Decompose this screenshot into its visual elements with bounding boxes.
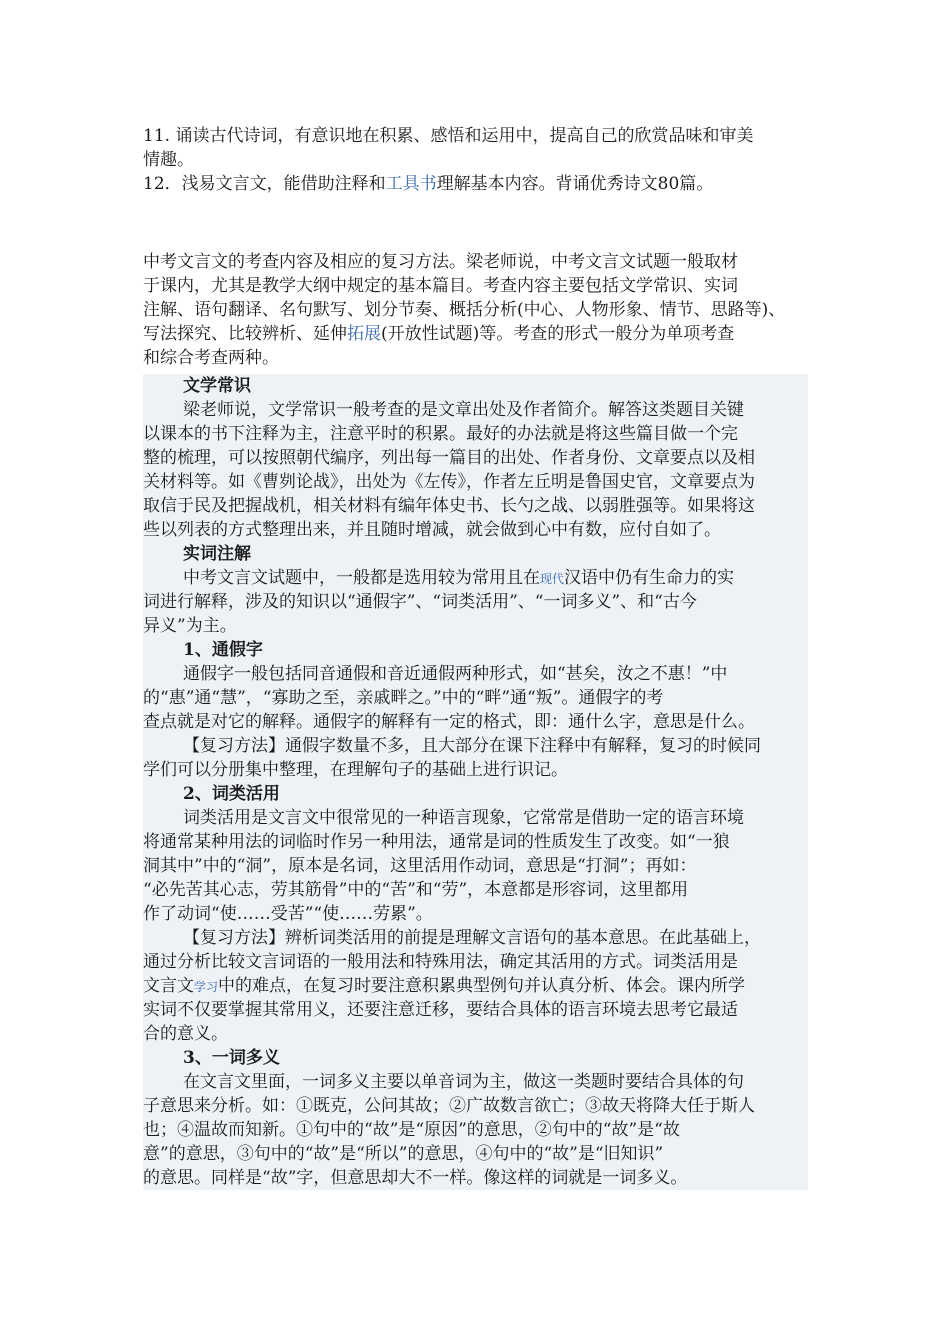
item-11-line-2: 情趣。: [143, 150, 194, 170]
section-heading-huoyong: 2、词类活用: [183, 784, 280, 804]
intro-line-4-pre: 写法探究、比较辨析、延伸: [143, 324, 347, 344]
literature-line-3: 整的梳理，可以按照朝代编序，列出每一篇目的出处、作者身份、文章要点以及相: [143, 448, 755, 468]
tongjia-line-3: 查点就是对它的解释。通假字的解释有一定的格式，即：通什么字，意思是什么。: [143, 712, 755, 732]
huoyong-method-line-4: 实词不仅要掌握其常用义，还要注意迁移，要结合具体的语言环境去思考它最适: [143, 1000, 738, 1020]
huoyong-line-3: 洞其中”中的“洞”，原本是名词，这里活用作动词，意思是“打洞”；再如：: [143, 856, 697, 876]
huoyong-line-2: 将通常某种用法的词临时作另一种用法，通常是词的性质发生了改变。如“一狼: [143, 832, 730, 852]
duoyi-line-5: 的意思。同样是“故”字，但意思却大不一样。像这样的词就是一词多义。: [143, 1168, 688, 1188]
intro-line-4: [143, 322, 808, 346]
content-words-line-1-pre: 中考文言文试题中，一般都是选用较为常用且在: [183, 568, 540, 588]
item-12: [143, 172, 808, 196]
literature-line-5: 取信于民及把握战机，相关材料有编年体史书、长勺之战、以弱胜强等。如果将这: [143, 496, 755, 516]
huoyong-line-5: 作了动词“使……受苦”“使……劳累”。: [143, 904, 433, 924]
link-gongjushu[interactable]: 工具书: [385, 174, 437, 194]
item-12-post: 理解基本内容。背诵优秀诗文80篇。: [436, 174, 714, 194]
tongjia-method-line-2: 学们可以分册集中整理，在理解句子的基础上进行识记。: [143, 760, 568, 780]
link-tuozhan[interactable]: 拓展: [347, 324, 381, 344]
item-12-pre: 12．浅易文言文，能借助注释和: [143, 174, 386, 194]
content-words-line-3: 异义”为主。: [143, 616, 237, 636]
literature-line-4: 关材料等。如《曹刿论战》，出处为《左传》，作者左丘明是鲁国史官，文章要点为: [143, 472, 755, 492]
section-heading-content-words: 实词注解: [183, 544, 251, 564]
huoyong-method-line-3-pre: 文言文: [143, 976, 194, 996]
huoyong-method-line-3: [143, 974, 808, 998]
intro-paragraph: [143, 250, 808, 370]
section-heading-literature: 文学常识: [183, 376, 251, 396]
duoyi-line-4: 意”的意思，③句中的“故”是“所以”的意思，④句中的“故”是“旧知识”: [143, 1144, 664, 1164]
intro-line-2: 于课内，尤其是教学大纲中规定的基本篇目。考查内容主要包括文学常识、实词: [143, 276, 738, 296]
item-11-line-1: 11. 诵读古代诗词，有意识地在积累、感悟和运用中，提高自己的欣赏品味和审美: [143, 126, 754, 146]
tongjia-line-1: 通假字一般包括同音通假和音近通假两种形式，如“甚矣，汝之不惠！”中: [183, 664, 728, 684]
duoyi-line-3: 也；④温故而知新。①句中的“故”是“原因”的意思，②句中的“故”是“故: [143, 1120, 680, 1140]
objectives-list: [143, 124, 808, 196]
intro-line-5: 和综合考查两种。: [143, 348, 279, 368]
duoyi-line-1: 在文言文里面，一词多义主要以单音词为主，做这一类题时要结合具体的句: [183, 1072, 744, 1092]
section-heading-duoyi: 3、一词多义: [183, 1048, 280, 1068]
shaded-content: [143, 374, 808, 1190]
link-xuexi[interactable]: 学习: [194, 980, 219, 994]
tongjia-method-line-1: 【复习方法】通假字数量不多，且大部分在课下注释中有解释，复习的时候同: [183, 736, 761, 756]
huoyong-line-1: 词类活用是文言文中很常见的一种语言现象，它常常是借助一定的语言环境: [183, 808, 744, 828]
tongjia-line-2: 的“惠”通“慧”，“寡助之至，亲戚畔之。”中的“畔”通“叛”。通假字的考: [143, 688, 664, 708]
content-words-line-1-post: 汉语中仍有生命力的实: [564, 568, 735, 588]
section-heading-tongjia: 1、通假字: [183, 640, 263, 660]
huoyong-method-line-5: 合的意义。: [143, 1024, 228, 1044]
intro-line-1: 中考文言文的考查内容及相应的复习方法。梁老师说，中考文言文试题一般取材: [143, 252, 738, 272]
duoyi-line-2: 子意思来分析。如：①既克，公问其故；②广故数言欲亡；③故天将降大任于斯人: [143, 1096, 755, 1116]
literature-line-1: 梁老师说，文学常识一般考查的是文章出处及作者简介。解答这类题目关键: [183, 400, 744, 420]
huoyong-method-line-2: 通过分析比较文言词语的一般用法和特殊用法，确定其活用的方式。词类活用是: [143, 952, 738, 972]
intro-line-3: 注解、语句翻译、名句默写、划分节奏、概括分析(中心、人物形象、情节、思路等)、: [143, 300, 786, 320]
content-words-line-1: [143, 566, 808, 590]
huoyong-line-4: “必先苦其心志，劳其筋骨”中的“苦”和“劳”，本意都是形容词，这里都用: [143, 880, 689, 900]
content-words-line-2: 词进行解释，涉及的知识以“通假字”、“词类活用”、“一词多义”、和“古今: [143, 592, 697, 612]
huoyong-method-line-1: 【复习方法】辨析词类活用的前提是理解文言语句的基本意思。在此基础上，: [183, 928, 761, 948]
intro-line-4-post: (开放性试题)等。考查的形式一般分为单项考查: [381, 324, 735, 344]
literature-line-2: 以课本的书下注释为主，注意平时的积累。最好的办法就是将这些篇目做一个完: [143, 424, 738, 444]
link-xiandai[interactable]: 现代: [540, 572, 565, 586]
literature-line-6: 些以列表的方式整理出来，并且随时增减，就会做到心中有数，应付自如了。: [143, 520, 721, 540]
huoyong-method-line-3-post: 中的难点，在复习时要注意积累典型例句并认真分析、体会。课内所学: [218, 976, 746, 996]
